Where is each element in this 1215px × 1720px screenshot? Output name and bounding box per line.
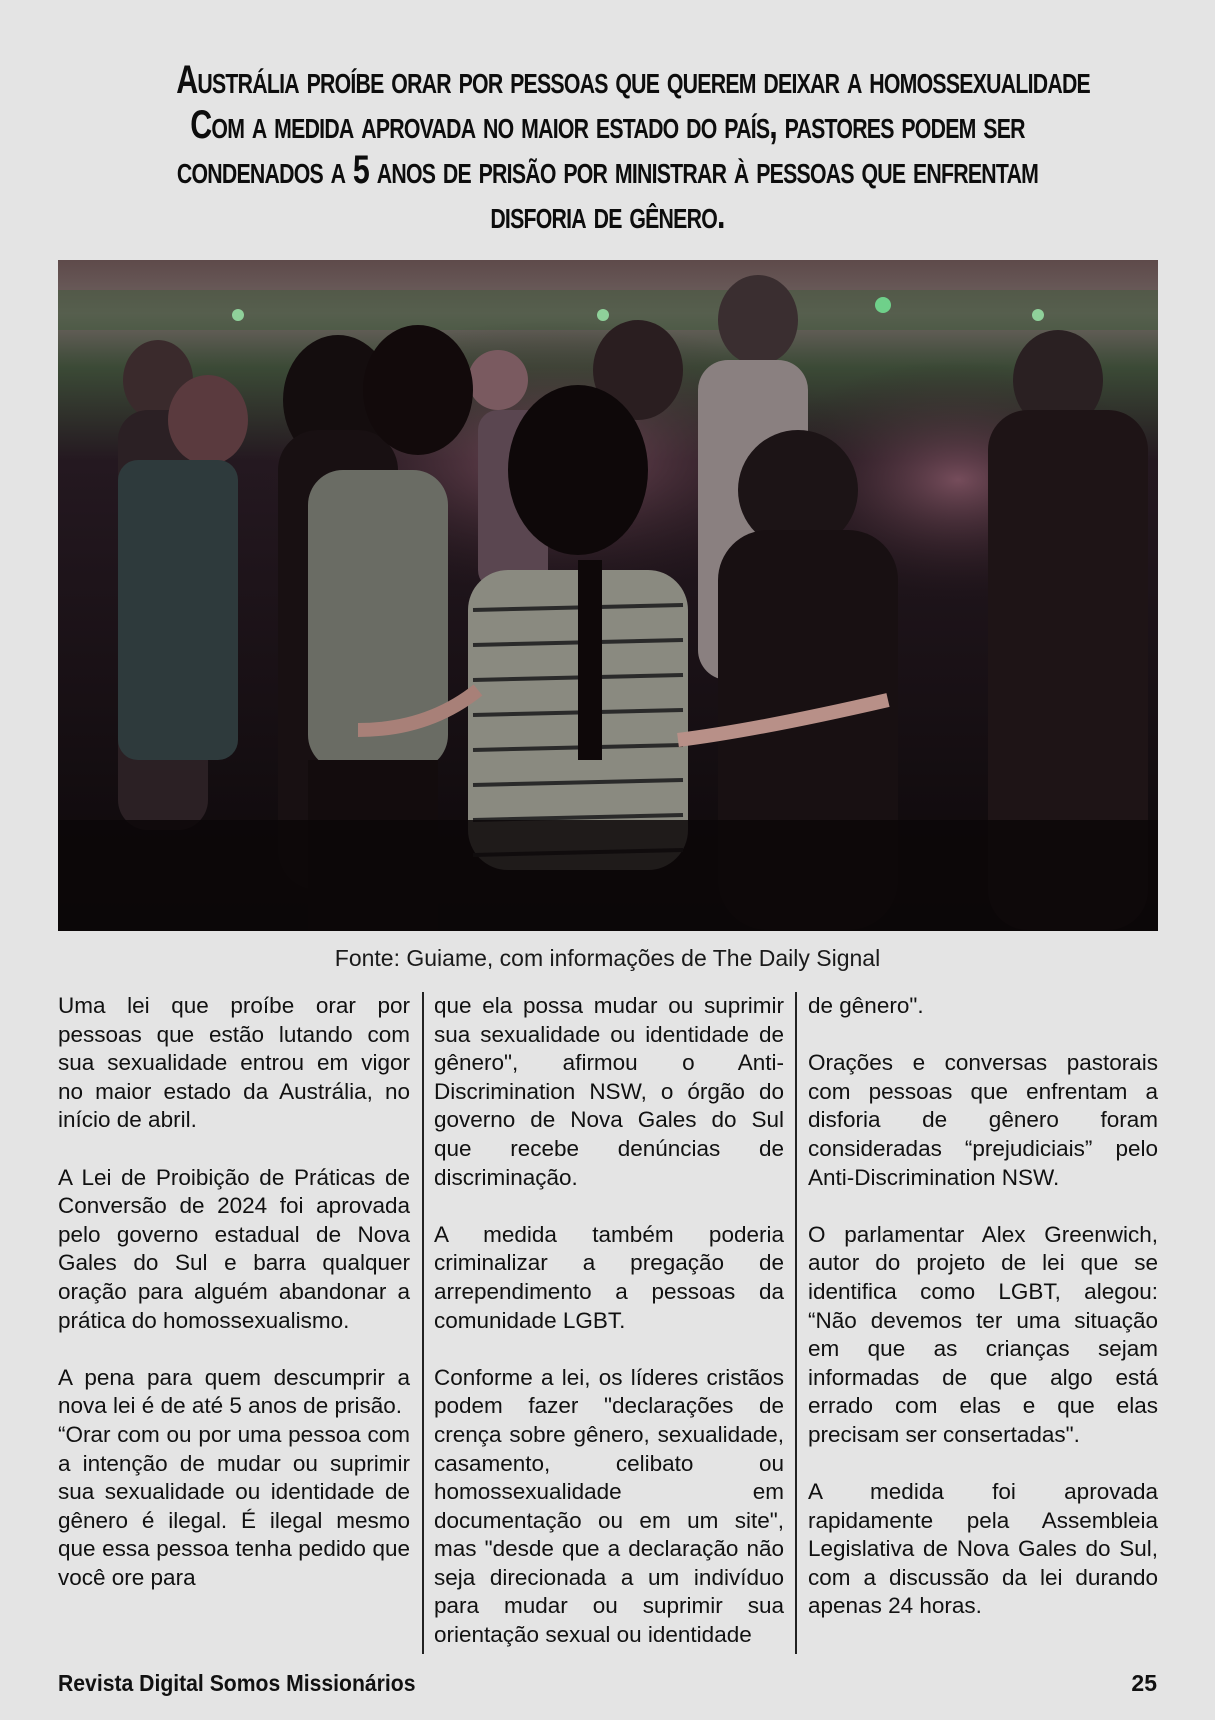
page-number: 25 xyxy=(1131,1670,1157,1696)
article-column-2 xyxy=(434,992,784,1650)
publication-name: Revista Digital Somos Missionários xyxy=(58,1670,416,1696)
title-line: Com a medida aprovada no maior estado do país, pastores podem ser xyxy=(190,103,1025,147)
photo-illustration xyxy=(58,260,1158,931)
article-column-1 xyxy=(58,992,410,1592)
paragraph: “Orar com ou por uma pessoa com a intenção de mudar ou suprimir sua sexualidade ou identidade de gênero é ilegal. É ilegal mesmo que essa pessoa tenha pedido que você ore para xyxy=(58,1421,410,1590)
photo-caption: Fonte: Guiame, com informações de The Daily Signal xyxy=(334,945,881,971)
paragraph: de gênero". xyxy=(808,993,924,1018)
title-line: Austrália proíbe orar por pessoas que querem deixar a homossexualidade xyxy=(176,58,1090,102)
paragraph: Conforme a lei, os líderes cristãos podem fazer "declarações de crença sobre gênero, sexualidade, casamento, celibato ou homossexualidade em documentação ou em um site", mas "desde que a declaração não seja direcionada a um indivíduo para mudar ou suprimir sua orientação sexual ou identidade xyxy=(434,1364,784,1648)
paragraph: Orações e conversas pastorais com pessoas que enfrentam a disforia de gênero foram consideradas “prejudiciais” pelo Anti-Discrimination NSW. xyxy=(808,1050,1158,1190)
article-photo xyxy=(58,260,1158,931)
article-column-3 xyxy=(808,992,1158,1621)
column-divider xyxy=(795,992,797,1654)
title-line: condenados a 5 anos de prisão por ministrar à pessoas que enfrentam xyxy=(176,148,1039,192)
paragraph: A medida foi aprovada rapidamente pela Assembleia Legislativa de Nova Gales do Sul, com a discussão da lei durando apenas 24 horas. xyxy=(808,1479,1158,1619)
paragraph: O parlamentar Alex Greenwich, autor do projeto de lei que se identifica como LGBT, alegou: “Não devemos ter uma situação em que as crianças sejam informadas de que algo está errado com elas e que elas precisam ser consertadas". xyxy=(808,1221,1158,1447)
paragraph: A Lei de Proibição de Práticas de Conversão de 2024 foi aprovada pelo governo estadual de Nova Gales do Sul e barra qualquer oração para alguém abandonar a prática do homossexualismo. xyxy=(58,1164,410,1333)
title-line: disforia de gênero. xyxy=(490,193,725,237)
article-title xyxy=(176,58,1090,238)
paragraph: A pena para quem descumprir a nova lei é de até 5 anos de prisão. xyxy=(58,1364,410,1419)
paragraph: que ela possa mudar ou suprimir sua sexualidade ou identidade de gênero", afirmou o Anti-Discrimination NSW, o órgão do governo de Nova Gales do Sul que recebe denúncias de discriminação. xyxy=(434,993,784,1190)
column-divider xyxy=(422,992,424,1654)
paragraph: A medida também poderia criminalizar a pregação de arrependimento a pessoas da comunidade LGBT. xyxy=(434,1221,784,1333)
paragraph: Uma lei que proíbe orar por pessoas que estão lutando com sua sexualidade entrou em vigor no maior estado da Austrália, no início de abril. xyxy=(58,993,410,1133)
